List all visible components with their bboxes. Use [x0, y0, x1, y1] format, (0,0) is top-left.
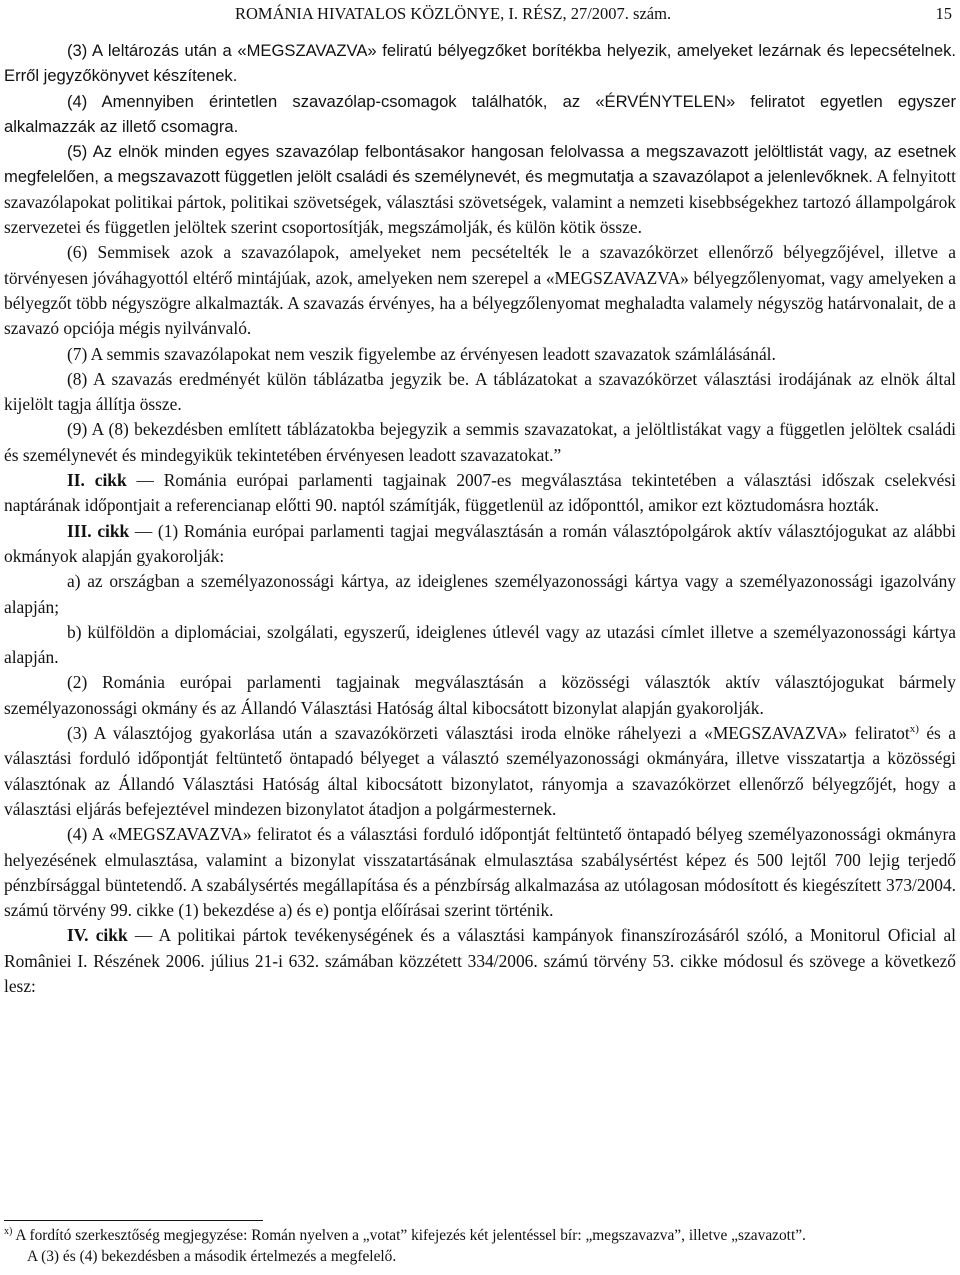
article-3-point-a: a) az országban a személyazonossági kártya, az ideiglenes személyazonossági kártya vagy a személyazonossági igazolvány alapján;	[4, 571, 956, 617]
paragraph-4: (4) Amennyiben érintetlen szavazólap-csomagok találhatók, az «ÉRVÉNYTELEN» feliratot egyetlen egyszer alkalmazzák az illető csomagra.	[4, 91, 956, 136]
running-header	[0, 4, 960, 28]
paragraph-6: (6) Semmisek azok a szavazólapok, amelyeket nem pecsételték le a szavazókörzet ellenőrző bélyegzőjével, illetve a törvényesen jóváhagyottól eltérő mintájúak, azok, amelyeken nem szerepel a «MEGSZAVAZVA» bélyegzőlenyomat, vagy amelyeken a bélyegzőt több négyszögre alkalmazták. A szavazás érvényes, ha a bélyegzőlenyomat meghaladta valamely négyszög határvonalait, de a szavazó opciója mégis nyilvánvaló.	[4, 242, 956, 339]
page-number: 15	[935, 4, 952, 23]
article-4-label: IV. cikk	[67, 925, 128, 946]
article-3-label: III. cikk	[67, 520, 130, 541]
footnote-line-1	[4, 1225, 956, 1246]
article-4-text: — A politikai pártok tevékenységének és a választási kampányok finanszírozásáról szóló, a Monitorul Oficial al României I. Részének 2006. július 21-i 632. számában közzétett 334/2006. számú törvény 53. cikke módosul és szövege a következő lesz:	[4, 925, 956, 996]
paragraph-8: (8) A szavazás eredményét külön táblázatba jegyzik be. A táblázatokat a szavazókörzet választási irodájának az elnök által kijelölt tagja állítja össze.	[4, 368, 956, 415]
paragraph-5-first: (5) Az elnök minden egyes szavazólap felbontásakor hangosan felolvassa a megszavazott jelöltlistát vagy, az esetnek megfelelően, a megszavazott független jelölt családi és személynevét, és megmutatja a szavazólapot a jelenlevőknek.	[4, 142, 956, 187]
article-3-point-b: b) külföldön a diplomáciai, szolgálati, egyszerű, ideiglenes útlevél vagy az utazási címlet illetve a személyazonossági kártya alapján.	[4, 621, 956, 668]
footnote-text: A fordító szerkesztőség megjegyzése: Román nyelven a „votat” kifejezés két jelentéssel bír: „megszavazva”, illetve „szavazott”.	[12, 1227, 806, 1244]
page-body	[4, 38, 956, 999]
footnote-line-2: A (3) és (4) bekezdésben a második értelmezés a megfelelő.	[27, 1248, 397, 1265]
paragraph-5-second: A felnyitott szavazólapokat politikai pártok, politikai szövetségek, választási szövetségek, valamint a nemzeti kisebbségekhez tartozó állampolgárok szervezetei és független jelöltek szerint csoportosítják, megszámolják, és külön kötik össze.	[4, 166, 956, 238]
paragraph-5	[4, 139, 956, 240]
article-3-text: — (1) Románia európai parlamenti tagjai megválasztásán a román választópolgárok aktív választójogukat az alábbi okmányok alapján gyakorolják:	[4, 520, 956, 566]
article-3-paragraph-2: (2) Románia európai parlamenti tagjainak megválasztásán a közösségi választók aktív választójogukat bármely személyazonossági okmány és az Állandó Választási Hatóság által kibocsátott bizonylat alapján gyakorolják.	[4, 672, 956, 718]
footnote-reference: x)	[909, 723, 919, 736]
article-3-paragraph-3	[4, 721, 956, 822]
footnote-mark: x)	[4, 1225, 13, 1237]
article-3-paragraph-3-start: (3) A választójog gyakorlása után a szavazókörzeti választási iroda elnöke ráhelyezi a «MEGSZAVAZVA» feliratot	[67, 723, 910, 744]
paragraph-7: (7) A semmis szavazólapokat nem veszik figyelembe az érvényesen leadott szavazatok számlálásánál.	[67, 343, 776, 364]
article-4	[4, 923, 956, 999]
article-3-paragraph-4: (4) A «MEGSZAVAZVA» feliratot és a választási forduló időpontját feltüntető öntapadó bélyeg személyazonossági okmányra helyezésének elmulasztása, valamint a bizonylat visszatartásának elmulasztása szabálysértést képez és 500 lejtől 700 lejig terjedő pénzbírsággal büntetendő. A szabálysértés megállapítása és a pénzbírság alkalmazása az utólagosan módosított és kiegészített 373/2004. számú törvény 99. cikke (1) bekezdése a) és e) pontja előírásai szerint történik.	[4, 824, 956, 921]
paragraph-9: (9) A (8) bekezdésben említett táblázatokba bejegyzik a semmis szavazatokat, a jelöltlistákat vagy a független jelöltek családi és személynevét és mindegyikük tekintetében érvényesen leadott szavazatokat.”	[4, 419, 956, 465]
article-2	[4, 468, 956, 519]
footnote-divider	[4, 1220, 263, 1221]
article-3	[4, 519, 956, 570]
article-3-paragraph-3-rest: és a választási forduló időpontját feltüntető öntapadó bélyeget a választó személyazonossági okmányára, illetve visszatartja a közösségi választónak az Állandó Választási Hatóság által kibocsátott bizonylatot, rányomja a szavazókörzet ellenőrző bélyegzőjét, hogy a választási eljárás befejeztével mindezen bizonylatot átadjon a polgármesternek.	[4, 723, 956, 819]
footnote	[4, 1225, 956, 1267]
article-2-label: II. cikk	[67, 470, 127, 491]
running-title: ROMÁNIA HIVATALOS KÖZLÖNYE, I. RÉSZ, 27/2007. szám.	[235, 4, 672, 23]
paragraph-3: (3) A leltározás után a «MEGSZAVAZVA» feliratú bélyegzőket borítékba helyezik, amelyeket lezárnak és lepecsételnek. Erről jegyzőkönyvet készítenek.	[4, 41, 956, 86]
article-2-text: — Románia európai parlamenti tagjainak 2007-es megválasztása tekintetében a választási időszak cselekvési naptárának időpontjait a referencianap előtti 90. naptól számítják, függetlenül az időponttól, amikor ezt köztudomásra hozták.	[4, 470, 956, 516]
